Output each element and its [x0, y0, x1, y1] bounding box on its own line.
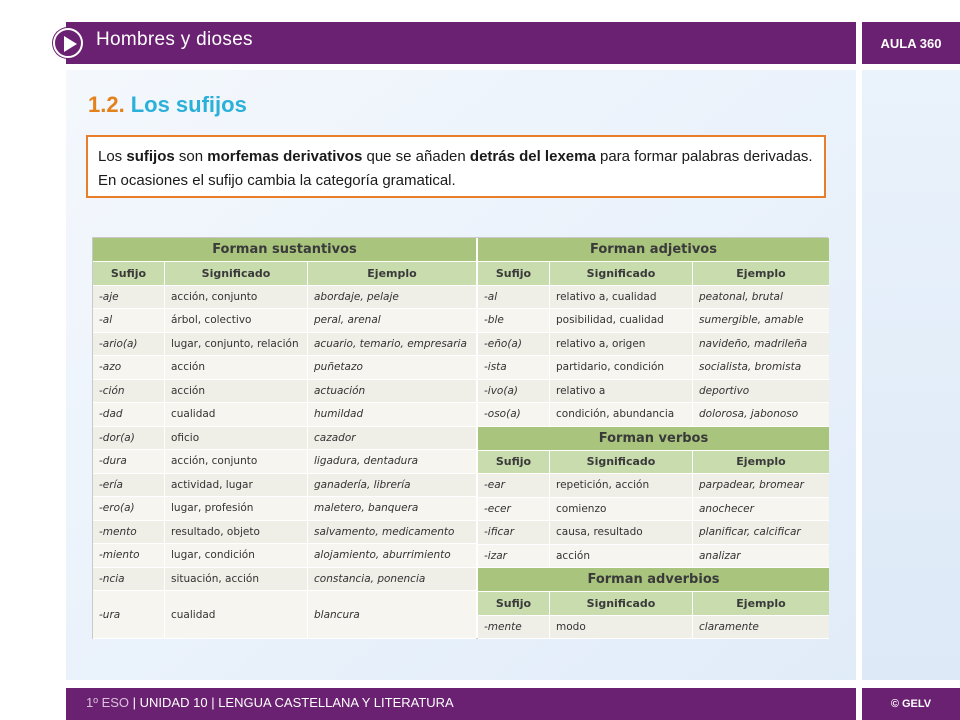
meaning-cell: acción, conjunto — [165, 286, 308, 309]
suffix-cell: -ear — [478, 474, 550, 497]
meaning-cell: posibilidad, cualidad — [550, 309, 693, 332]
column-header: Ejemplo — [693, 451, 829, 474]
play-button[interactable] — [53, 28, 83, 58]
section-title — [88, 92, 247, 118]
example-cell: salvamento, medicamento — [308, 521, 476, 544]
example-cell: maletero, banquera — [308, 497, 476, 520]
suffix-table — [92, 237, 828, 639]
meaning-cell: árbol, colectivo — [165, 309, 308, 332]
table-row — [93, 427, 476, 451]
table-row — [93, 568, 476, 592]
meaning-cell: repetición, acción — [550, 474, 693, 497]
table-row — [93, 403, 476, 427]
footer-separator: | — [129, 695, 140, 710]
table-row — [93, 497, 476, 521]
table-row — [93, 544, 476, 568]
example-cell: parpadear, bromear — [693, 474, 829, 497]
definition-text: que se añaden — [362, 148, 470, 165]
table-row — [93, 333, 476, 357]
meaning-cell: causa, resultado — [550, 521, 693, 544]
example-cell: sumergible, amable — [693, 309, 829, 332]
suffix-cell: -al — [478, 286, 550, 309]
table-row — [478, 521, 829, 545]
suffix-cell: -al — [93, 309, 165, 332]
suffix-cell: -eño(a) — [478, 333, 550, 356]
table-row — [93, 356, 476, 380]
table-row — [478, 309, 829, 333]
meaning-cell: actividad, lugar — [165, 474, 308, 497]
meaning-cell: situación, acción — [165, 568, 308, 591]
suffix-cell: -dad — [93, 403, 165, 426]
example-cell: constancia, ponencia — [308, 568, 476, 591]
section-header-adverbios: Forman adverbios — [478, 568, 829, 592]
column-header: Sufijo — [478, 451, 550, 474]
table-sustantivos — [93, 238, 476, 639]
suffix-cell: -azo — [93, 356, 165, 379]
meaning-cell: relativo a, cualidad — [550, 286, 693, 309]
column-header: Ejemplo — [693, 592, 829, 615]
table-row — [93, 450, 476, 474]
example-cell: peral, arenal — [308, 309, 476, 332]
definition-text: son — [174, 148, 208, 165]
table-row — [93, 521, 476, 545]
example-cell: humildad — [308, 403, 476, 426]
table-subheader-row — [478, 451, 829, 475]
suffix-cell: -dura — [93, 450, 165, 473]
meaning-cell: lugar, conjunto, relación — [165, 333, 308, 356]
table-row — [478, 380, 829, 404]
example-cell: navideño, madrileña — [693, 333, 829, 356]
example-cell: ligadura, dentadura — [308, 450, 476, 473]
table-row — [93, 591, 476, 639]
footer-subject: LENGUA CASTELLANA Y LITERATURA — [218, 695, 454, 710]
suffix-cell: -ncia — [93, 568, 165, 591]
table-row — [93, 309, 476, 333]
suffix-cell: -ificar — [478, 521, 550, 544]
example-cell: analizar — [693, 545, 829, 568]
table-row — [478, 333, 829, 357]
example-cell: acuario, temario, empresaria — [308, 333, 476, 356]
suffix-cell: -aje — [93, 286, 165, 309]
example-cell: claramente — [693, 616, 829, 639]
suffix-cell: -ción — [93, 380, 165, 403]
footer-text — [86, 695, 454, 710]
meaning-cell: cualidad — [165, 591, 308, 638]
meaning-cell: lugar, profesión — [165, 497, 308, 520]
example-cell: abordaje, pelaje — [308, 286, 476, 309]
table-subheader-row — [478, 262, 829, 286]
column-header: Significado — [165, 262, 308, 285]
example-cell: puñetazo — [308, 356, 476, 379]
definition-text: para formar palabras derivadas. En ocasiones el sufijo cambia la categoría gramatical. — [98, 148, 813, 189]
example-cell: blancura — [308, 591, 476, 638]
table-row — [93, 286, 476, 310]
column-header: Ejemplo — [693, 262, 829, 285]
example-cell: cazador — [308, 427, 476, 450]
meaning-cell: condición, abundancia — [550, 403, 693, 426]
example-cell: ganadería, librería — [308, 474, 476, 497]
suffix-cell: -ería — [93, 474, 165, 497]
example-cell: alojamiento, aburrimiento — [308, 544, 476, 567]
section-number: 1.2. — [88, 92, 125, 117]
definition-bold: morfemas derivativos — [207, 148, 363, 165]
meaning-cell: cualidad — [165, 403, 308, 426]
example-cell: deportivo — [693, 380, 829, 403]
meaning-cell: relativo a — [550, 380, 693, 403]
suffix-cell: -mento — [93, 521, 165, 544]
suffix-cell: -oso(a) — [478, 403, 550, 426]
definition-bold: detrás del lexema — [469, 148, 596, 165]
footer-separator: | — [207, 695, 219, 710]
meaning-cell: modo — [550, 616, 693, 639]
table-row — [478, 474, 829, 498]
suffix-cell: -ble — [478, 309, 550, 332]
suffix-cell: -ecer — [478, 498, 550, 521]
meaning-cell: oficio — [165, 427, 308, 450]
column-header: Ejemplo — [308, 262, 476, 285]
table-subheader-row — [93, 262, 476, 286]
column-header: Significado — [550, 451, 693, 474]
meaning-cell: acción — [165, 380, 308, 403]
suffix-cell: -miento — [93, 544, 165, 567]
meaning-cell: acción, conjunto — [165, 450, 308, 473]
suffix-cell: -ero(a) — [93, 497, 165, 520]
section-header-verbos: Forman verbos — [478, 427, 829, 451]
table-row — [478, 356, 829, 380]
page-header-title: Hombres y dioses — [96, 29, 253, 50]
column-header: Significado — [550, 592, 693, 615]
copyright-label: © GELV — [862, 688, 960, 720]
example-cell: planificar, calcificar — [693, 521, 829, 544]
meaning-cell: relativo a, origen — [550, 333, 693, 356]
meaning-cell: lugar, condición — [165, 544, 308, 567]
column-header: Sufijo — [478, 592, 550, 615]
suffix-cell: -ivo(a) — [478, 380, 550, 403]
table-row — [478, 498, 829, 522]
example-cell: peatonal, brutal — [693, 286, 829, 309]
suffix-cell: -dor(a) — [93, 427, 165, 450]
definition-box — [86, 135, 826, 198]
table-row — [478, 616, 829, 640]
meaning-cell: acción — [550, 545, 693, 568]
meaning-cell: resultado, objeto — [165, 521, 308, 544]
suffix-cell: -izar — [478, 545, 550, 568]
footer-course: 1º ESO — [86, 695, 130, 710]
definition-text: Los — [98, 148, 127, 165]
suffix-cell: -ista — [478, 356, 550, 379]
table-row — [478, 403, 829, 427]
suffix-cell: -mente — [478, 616, 550, 639]
section-header-sustantivos: Forman sustantivos — [93, 238, 476, 262]
example-cell: socialista, bromista — [693, 356, 829, 379]
column-header: Sufijo — [93, 262, 165, 285]
column-header: Sufijo — [478, 262, 550, 285]
meaning-cell: acción — [165, 356, 308, 379]
definition-bold: sufijos — [126, 148, 175, 165]
aula-360-badge[interactable]: AULA 360 — [862, 22, 960, 64]
suffix-cell: -ura — [93, 591, 165, 638]
footer-unit: UNIDAD 10 — [139, 695, 208, 710]
table-row — [478, 545, 829, 569]
table-row — [478, 286, 829, 310]
suffix-cell: -ario(a) — [93, 333, 165, 356]
play-icon — [63, 36, 77, 52]
example-cell: actuación — [308, 380, 476, 403]
table-row — [93, 474, 476, 498]
example-cell: anochecer — [693, 498, 829, 521]
example-cell: dolorosa, jabonoso — [693, 403, 829, 426]
right-side-panel — [862, 70, 960, 680]
table-adjetivos-verbos-adverbios — [478, 238, 829, 639]
section-header-adjetivos: Forman adjetivos — [478, 238, 829, 262]
column-header: Significado — [550, 262, 693, 285]
meaning-cell: partidario, condición — [550, 356, 693, 379]
table-subheader-row — [478, 592, 829, 616]
table-row — [93, 380, 476, 404]
meaning-cell: comienzo — [550, 498, 693, 521]
section-title-text: Los sufijos — [130, 92, 247, 117]
